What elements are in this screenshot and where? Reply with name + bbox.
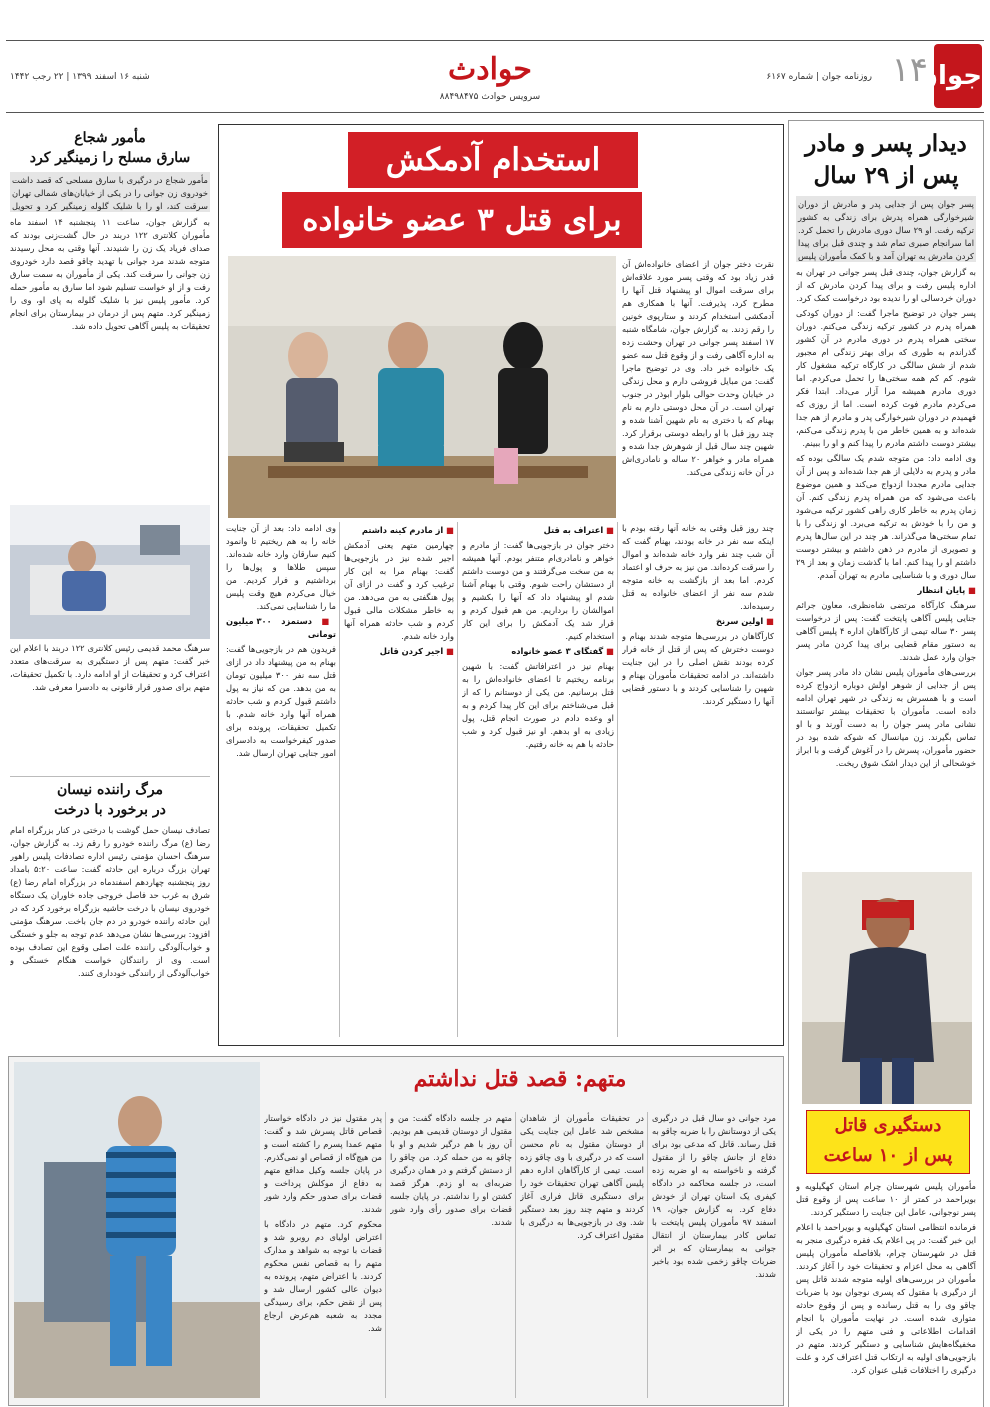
main-story-column2: [622, 522, 774, 1037]
right-story-paragraph: وی ادامه داد: من متوجه شدم یک سالگی بوده که مادر و پدرم به دلایلی از هم جدا شده‌اند و پس از آن جدایی مادرم مجددا ازدواج می‌کند و همین موضوع باعث می‌شود که من همراه پدرم زندگی کنم. آن زمان پدرم به خاطر کاری راهی کشور ترکیه می‌شود و من را با خودش به ترکیه می‌برد. او زندگی را با تمام سختی‌ها می‌گذراند. هر چند در این سال‌ها پدرم و تصویری از مادرم در ذهن داشتم و بیشتر دوست داشتم او را پیدا کنم. اما با گذشت زمان و بعد از ۲۹ سال دوری و با شناسایی مادرم به تهران آمدم.: [796, 453, 976, 580]
right-story-paragraph: بررسی‌های مأموران پلیس نشان داد مادر پسر جوان پس از جدایی از شوهر اولش دوباره ازدواج کرده است و با همسرش به زندگی در شهر تهران ادامه داده است. مأموران با تحقیقات بیشتر توانستند نشانی مادر پسر جوان را به دست آورند و با او تماس بگیرند. زن میانسال که شوکه شده بود در حضور مأموران، پسرش را در آغوش گرفت و با ابراز خوشحالی از این دیدار اشک شوق ریخت.: [796, 667, 976, 768]
left-story1-title: [10, 128, 210, 168]
main-story-paragraph: بهنام نیز در اعترافاتش گفت: با شهین برنامه ریختیم تا اعضای خانواده‌اش را به قتل برسانیم. من یکی از دوستانم را که از قبل می‌شناختم برای این کار پیدا کردم و به او وعده دادم در صورت انجام قتل، پول زیادی به او بدهم. او نیز قبول کرد و شب حادثه با هم به خانه رفتیم.: [462, 661, 614, 749]
main-story-column1: نقرت دختر جوان از اعضای خانواده‌اش آن قدر زیاد بود که وقتی پسر مورد علاقه‌اش برای سرقت اموال او پیشنهاد قتل آنها را مطرح کرد، پذیرفت. آنها با همکاری هم آدمکشی استخدام کردند و ستارپوی خونین را رقم زدند. به گزارش جوان، شامگاه شنبه ۱۷ اسفند پسر جوانی در تهران وحشت زده به اداره آگاهی رفت و از وقوع قتل سه عضو یک خانواده خبر داد. وی در توضیح ماجرا گفت: من مبایل فروشی دارم و محل زندگی در خیابان وحدت حوالی بلوار ابوذر در جنوب تهران است. در آن محل دوستی دارم به نام بهنام که با دختری به نام شهین آشنا شده و چند روز قبل با او رابطه دوستی برقرار کرد. شهین چند سال قبل از شوهرش جدا شده و همراه مادر و خواهر ۲۰ ساله و نامادری‌اش در آن خانه زندگی می‌کند.: [622, 259, 774, 477]
left-story1-lead: مأمور شجاع در درگیری با سارق مسلحی که قصد داشت خودروی زن جوانی را در یکی از خیابان‌های شمالی تهران سرقت کند، او را با شلیک گلوله زمینگیر کرد و تحویل: [10, 172, 210, 212]
main-story-column4: [344, 522, 454, 1037]
main-story-paragraph: کارآگاهان در بررسی‌ها متوجه شدند بهنام و دوست دخترش که پس از قتل از خانه فرار کرده بودند نقش اصلی را در این جنایت داشته‌اند. در ادامه تحقیقات مأموران بهنام و شهین را شناسایی کردند و با دستور قضایی آنها را دستگیر کردند.: [622, 631, 774, 706]
main-story-paragraph: چهارمین متهم یعنی آدمکش اجیر شده نیز در بازجویی‌ها گفت: بهنام مرا به این کار ترغیب کرد و گفت در ازای آن پول هنگفتی به من می‌دهد. من به خاطر مشکلات مالی قبول کردم و شب حادثه همراه آنها وارد خانه شدم.: [344, 540, 454, 641]
main-story-title-line1: استخدام آدمکش: [348, 132, 638, 188]
bottom-story-paragraph: محکوم کرد. متهم در دادگاه با اعتراض اولیای دم روبرو شد و قضات با توجه به شواهد و مدارک متهم را به قصاص نفس محکوم کردند. با اعتراض متهم، پرونده به دیوان عالی کشور ارسال شد و پس از نقض حکم، برای رسیدگی مجدد به شعبه هم‌عرض ارجاع شد.: [264, 1219, 382, 1333]
defendant-illustration: [14, 1062, 260, 1398]
publication-date: شنبه ۱۶ اسفند ۱۳۹۹ | ۲۲ رجب ۱۴۴۲: [10, 72, 150, 82]
right-story-title: [795, 128, 977, 192]
column-rule: [647, 1112, 648, 1398]
right-story-paragraph: مأموران پلیس شهرستان چرام استان کهگیلویه و بویراحمد در کمتر از ۱۰ ساعت پس از وقوع قتل پسر نوجوانی، عامل این جنایت را دستگیر کردند.: [796, 1181, 976, 1217]
left-story1-body: به گزارش جوان، ساعت ۱۱ پنجشنبه ۱۴ اسفند ماه مأموران کلانتری ۱۲۲ دربند در حال گشت‌زنی بودند که صدای فریاد یک زن را شنیدند. آنها وقتی به محل رسیدند متوجه شدند مرد جوانی با تهدید چاقو قصد دارد خودروی زن جوانی را سرقت کند. یکی از مأموران به سمت سارق رفت و از او خواست تسلیم شود اما سارق به مأمور حمله کرد. مأمور پلیس نیز با شلیک گلوله به پای او، وی را زمینگیر کرد. متهم پس از درمان در بیمارستان برای انجام تحقیقات به پلیس آگاهی تحویل داده شد.: [10, 217, 210, 331]
main-story-photo: [228, 256, 616, 518]
main-story-title-line2: برای قتل ۳ عضو خانواده: [282, 192, 642, 248]
killer-box-title: [806, 1110, 970, 1174]
main-story-paragraph: وی ادامه داد: بعد از آن جنایت خانه را به هم ریختیم تا وانمود کنیم سارقان وارد خانه شده‌اند. سپس طلاها و پول‌ها را برداشتیم و فرار کردیم. من خیال می‌کردم هیچ وقت پلیس ما را شناسایی نمی‌کند.: [226, 523, 336, 611]
bottom-story-column2: در تحقیقات مأموران از شاهدان مشخص شد عامل این جنایت یکی از دوستان مقتول به نام محسن است که در درگیری با وی چاقو زده است. تیمی از کارآگاهان اداره دهم پلیس آگاهی تهران تحقیقات خود را برای دستگیری قاتل فراری آغاز کردند و متهم چند روز بعد دستگیر شد. وی در بازجویی‌ها به درگیری با مقتول اعتراف کرد.: [520, 1113, 644, 1240]
main-story-subhead: ■ گفتگای ۳ عضو خانواده: [462, 645, 614, 658]
officer-photo: [10, 505, 210, 639]
left-story2-title-line2: در برخورد با درخت: [54, 802, 166, 818]
right-story-lead: پسر جوان پس از جدایی پدر و مادرش از دوران شیرخوارگی همراه پدرش برای زندگی به کشور ترکیه رفت. او ۲۹ سال دوری مادرش را تحمل کرد. اما سرانجام صبری تمام شد و چندی قبل برای پیدا کردن مادرش به تهران آمد و با کمک مأموران پلیس: [796, 196, 976, 262]
suspect-photo: [802, 872, 972, 1104]
main-story-column3: [462, 522, 614, 1037]
newspaper-logo: جوان: [934, 44, 982, 108]
masthead-top-rule: [6, 40, 984, 41]
story-divider: [10, 776, 210, 777]
right-story-subhead: ■ پایان انتظار: [796, 584, 976, 597]
main-story-paragraph: چند روز قبل وقتی به خانه آنها رفته بودم با اینکه سه نفر در خانه بودند، بهنام گفت که آن شب چند نفر وارد خانه شده‌اند و اموال را سرقت کرده‌اند. من نیز به حرف او اعتماد کردم. اما بعد از بازگشت به خانه متوجه شدم سه نفر از اعضای خانواده به قتل رسیده‌اند.: [622, 523, 774, 611]
right-story-title-line1: دیدار پسر و مادر: [805, 130, 967, 157]
section-title: حوادث: [448, 52, 532, 87]
bottom-story-column4: [264, 1112, 382, 1398]
right-story-body: [796, 266, 976, 836]
main-story-subhead: ■ اولین سرنخ: [622, 615, 774, 628]
left-story2-title-line1: مرگ راننده نیسان: [56, 782, 164, 798]
right-story-killer-body: [796, 1180, 976, 1402]
left-story2-body: تصادف نیسان حمل گوشت با درختی در کنار بزرگراه امام رضا (ع) مرگ راننده خودرو را رقم زد. به گزارش جوان، سرهنگ احسان مؤمنی رئیس اداره تصادفات پلیس راهور تهران بزرگ درباره این حادثه گفت: ساعت ۵:۲۰ بامداد روز پنجشنبه چهاردهم اسفندماه در بزرگراه امام رضا (ع) شرق به غرب حد فاصل خروجی جاده خاوران یک دستگاه خودروی نیسان با درخت حاشیه بزرگراه برخورد کرد که در این حادثه راننده خودرو در دم جان باخت. سرهنگ مؤمنی افزود: بررسی‌ها نشان می‌دهد عدم توجه به جلو و خستگی و خواب‌آلودگی راننده علت اصلی وقوع این تصادف بوده است. وی از رانندگان خواست هنگام خستگی و خواب‌آلودگی از رانندگی خودداری کنند.: [10, 825, 210, 978]
section-service: سرویس حوادث ۸۸۴۹۸۴۷۵: [439, 92, 541, 102]
left-story1-title-line2: سارق مسلح را زمینگیر کرد: [29, 150, 191, 166]
bottom-story-title: متهم: قصد قتل نداشتم: [413, 1066, 627, 1092]
column-rule: [385, 1112, 386, 1398]
column-rule: [617, 522, 618, 1037]
main-story-paragraph: دختر جوان در بازجویی‌ها گفت: از مادرم و خواهر و نامادری‌ام متنفر بودم. آنها همیشه به من سخت می‌گرفتند و من دوست داشتم از دستشان راحت شوم. وقتی با بهنام آشنا شدم او پیشنهاد داد که آنها را بکشیم و اموالشان را برداریم. من هم قبول کردم و قرار شد یک آدمکش را برای این کار استخدام کنیم.: [462, 540, 614, 641]
main-story-subhead: ■ از مادرم کینه داشتم: [344, 524, 454, 537]
office-illustration: [10, 505, 210, 639]
bottom-story-column1: مرد جوانی دو سال قبل در درگیری یکی از دوستانش را با ضربه چاقو به قتل رساند. قاتل که مدعی بود برای دفاع از جانش چاقو را از مقتول گرفته و ناخواسته به او ضربه زده است، در جلسه محاکمه در دادگاه کیفری یک استان تهران از خودش دفاع کرد. به گزارش جوان، ۱۹ اسفند ۹۷ مأموران پلیس پایتخت با تماس کادر بیمارستان از انتقال جوانی به بیمارستان که بر اثر ضربات چاقو زخمی شده بود باخبر شدند.: [652, 1113, 776, 1279]
column-rule: [515, 1112, 516, 1398]
bottom-story-paragraph: پدر مقتول نیز در دادگاه خواستار قصاص قاتل پسرش شد و گفت: متهم عمدا پسرم را کشته است و من هیچ‌گاه از قصاص او نمی‌گذرم. در پایان جلسه وکیل مدافع متهم به دفاع از موکلش پرداخت و قضات برای صدور حکم وارد شور شدند.: [264, 1113, 382, 1214]
killer-box-title-line1: دستگیری قاتل: [834, 1115, 942, 1136]
left-story1-caption: سرهنگ محمد قدیمی رئیس کلانتری ۱۲۲ دربند با اعلام این خبر گفت: متهم پس از دستگیری به سرقت‌های متعدد اعتراف کرد و تحقیقات از او ادامه دارد. با تکمیل تحقیقات، متهم برای صدور قرار قانونی به دادسرا معرفی شد.: [10, 643, 210, 692]
main-story-subhead: ■ دستمزد ۳۰۰ میلیون تومانی: [226, 615, 336, 641]
right-story-title-line2: پس از ۲۹ سال: [813, 162, 959, 189]
right-story-paragraph: پسر جوان در توضیح ماجرا گفت: از دوران کودکی همراه پدرم در کشور ترکیه زندگی می‌کنم. دوران سختی همراه پدرم در دوری مادرم در آن کشور گذراندم به طوری که برای بهتر زندگی ام مجبور شدم از شش سالگی در کارگاه ترکیه مشغول کار شوم. کم کم همه سختی‌ها را تحمل می‌کردم. اما دوری مادرم همیشه مرا آزار می‌داد. ابتدا فکر می‌کردم مادرم فوت کرده است. اما از روزی که فهمیدم در دوران شیرخوارگی پدر و مادرم از هم جدا شده‌اند و به همین خاطر من با پدرم زندگی می‌کنم، بیشتر دوست داشتم مادرم را پیدا کنم و او را ببینم.: [796, 308, 976, 448]
court-scene-illustration: [228, 256, 616, 518]
column-rule: [457, 522, 458, 1037]
main-story-subhead: ■ اجیر کردن قاتل: [344, 645, 454, 658]
page-number: ۱۴: [891, 50, 928, 90]
bottom-story-column3: متهم در جلسه دادگاه گفت: من و مقتول از دوستان قدیمی هم بودیم. آن روز با هم درگیر شدیم و او با چاقو به من حمله کرد. من چاقو را از دستش گرفتم و در همان درگیری ضربه‌ای به او زدم. هرگز قصد کشتن او را نداشتم. در پایان جلسه قضات برای صدور رأی وارد شور شدند.: [390, 1113, 512, 1227]
right-story-paragraph: به گزارش جوان، چندی قبل پسر جوانی در تهران به اداره پلیس رفت و برای پیدا کردن مادرش که از دوران خردسالی او را ندیده بود درخواست کمک کرد.: [796, 267, 976, 303]
killer-box-title-line2: پس از ۱۰ ساعت: [823, 1145, 953, 1166]
bottom-story-photo: [14, 1062, 260, 1398]
issue-info: روزنامه جوان | شماره ۶۱۶۷: [766, 72, 872, 82]
main-story-column5: [226, 522, 336, 1037]
left-story1-title-line1: مأمور شجاع: [74, 130, 146, 146]
left-story2-title: [10, 780, 210, 820]
right-story-paragraph: فرمانده انتظامی استان کهگیلویه و بویراحمد با اعلام این خبر گفت: در پی اعلام یک فقره درگیری منجر به قتل در شهرستان چرام، بلافاصله مأموران پلیس آگاهی به محل اعزام و تحقیقات خود را آغاز کردند. مأموران در بررسی‌های اولیه متوجه شدند قاتل پس از درگیری با مقتول که پسری نوجوان بود با ضربات چاقو وی را به قتل رسانده و پس از وقوع حادثه متواری شده است. در نهایت مأموران با انجام اقدامات اطلاعاتی و فنی متهم را در یکی از مخفیگاه‌هایش شناسایی و دستگیر کردند. متهم در بازجویی‌های اولیه به ارتکاب قتل اعتراف کرد و علت درگیری را اختلافات قبلی عنوان کرد.: [796, 1222, 976, 1375]
right-story-paragraph: سرهنگ کارآگاه مرتضی شاه‌نظری، معاون جرائم جنایی پلیس آگاهی پایتخت گفت: پس از درخواست پسر ۳۰ ساله تیمی از کارآگاهان اداره ۴ پلیس آگاهی به دستور مقام قضایی برای پیدا کردن مادر پسر جوان وارد عمل شدند.: [796, 600, 976, 662]
column-rule: [339, 522, 340, 1037]
masthead-bottom-rule: [6, 112, 984, 113]
main-story-paragraph: فریدون هم در بازجویی‌ها گفت: بهنام به من پیشنهاد داد در ازای قتل سه نفر ۳۰۰ میلیون تومان به من بدهد. من که نیاز به پول داشتم قبول کردم و شب حادثه همراه آنها وارد خانه شدم. با تکمیل تحقیقات، پرونده برای صدور کیفرخواست به دادسرای امور جنایی تهران ارسال شد.: [226, 644, 336, 758]
main-story-subhead: ■ اعتراف به قتل: [462, 524, 614, 537]
suspect-illustration: [802, 872, 972, 1104]
